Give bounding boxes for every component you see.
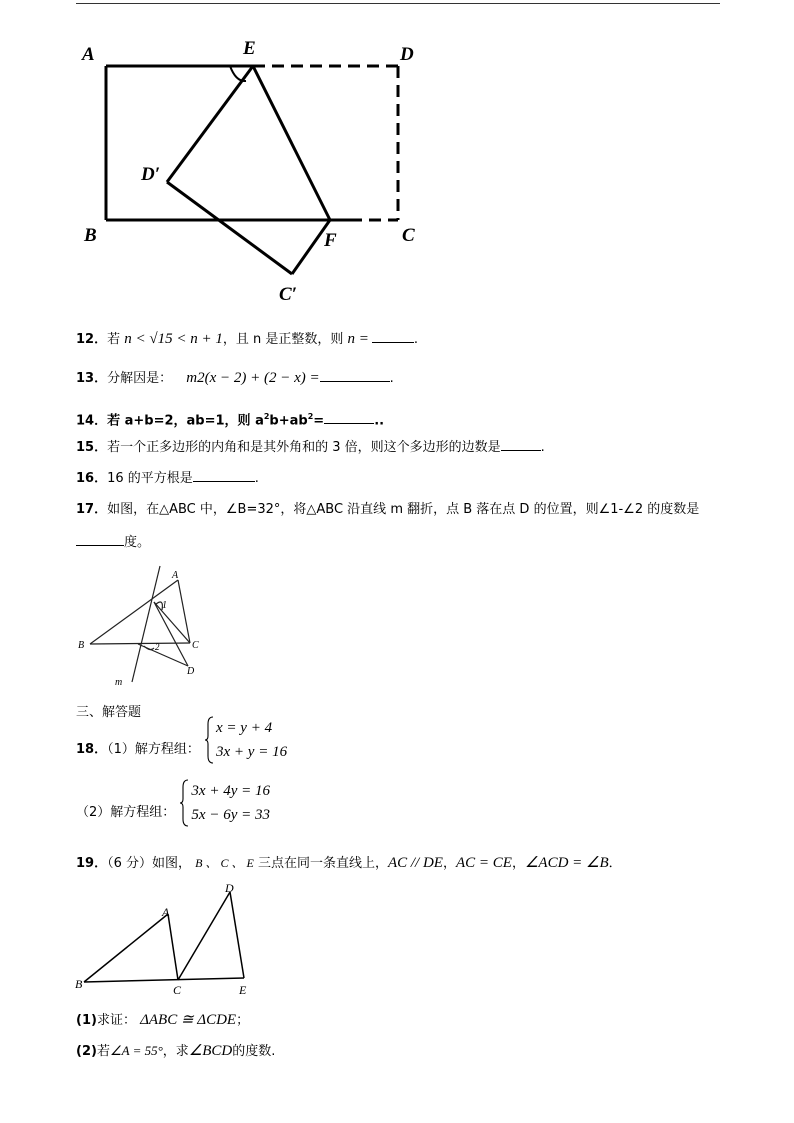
question-16: 16．16 的平方根是 .: [76, 471, 259, 486]
equation-2a: 3x + 4y = 16: [191, 783, 270, 799]
label-A: A: [82, 44, 95, 65]
math-congruence: ΔABC ≅ ΔCDE: [140, 1012, 237, 1028]
segment-DE: [230, 892, 244, 978]
segment-ED-prime: [167, 66, 253, 182]
label-B: B: [75, 977, 83, 991]
equation-system-2: [179, 779, 270, 827]
line-m: [132, 566, 160, 682]
equation-1b: 3x + y = 16: [216, 744, 288, 760]
label-E: E: [239, 983, 247, 997]
question-19-part-1: (1)求证： ΔABC ≅ ΔCDE；: [76, 1012, 250, 1028]
question-number: 17．: [76, 502, 108, 517]
question-number: 14．: [76, 413, 108, 429]
question-number: 13．: [76, 371, 108, 386]
question-19: 19．（6 分）如图， B 、 C 、 E 三点在同一条直线上，AC // DE，AC = CE，∠ACD = ∠B．: [76, 855, 622, 871]
label-A: A: [162, 905, 170, 919]
label-D: D: [400, 44, 414, 65]
equation-system-1: [204, 716, 287, 764]
question-12: 12．若 n < √15 < n + 1，且 n 是正整数，则 n = .: [76, 331, 419, 347]
figure-rectangle-fold: [80, 36, 425, 311]
label-B: B: [84, 225, 97, 246]
question-14: 14．若 a+b=2，ab=1，则 $a^2b+ab^2=$ ..: [76, 412, 385, 429]
segment-BC: [90, 643, 190, 644]
question-17-cont: 度。: [76, 533, 150, 553]
angle-2-arc: [144, 646, 154, 650]
label-E: E: [243, 38, 256, 59]
segment-EF: [253, 66, 330, 220]
segment-BA: [84, 914, 168, 982]
answer-blank[interactable]: [320, 369, 390, 382]
question-13: 13．分解因是： m2(x − 2) + (2 − x) = .: [76, 370, 394, 386]
label-C: C: [402, 225, 415, 246]
question-17: 17．如图，在△ABC 中，∠B=32°，将△ABC 沿直线 m 翻折，点 B 落在点 D 的位置，则∠1-∠2 的度数是: [76, 502, 700, 517]
label-D: D: [187, 666, 195, 677]
question-number: 15．: [76, 440, 108, 455]
answer-blank[interactable]: [76, 533, 124, 546]
figure-triangles-BCE: [74, 878, 254, 1003]
label-C: C: [192, 640, 199, 651]
segment-fold-D: [154, 602, 188, 666]
equation-2b: 5x − 6y = 33: [191, 807, 270, 823]
label-angle-2: 2: [155, 642, 160, 652]
question-15: 15．若一个正多边形的内角和是其外角和的 3 倍，则这个多边形的边数是 .: [76, 440, 545, 455]
segment-AC: [178, 580, 190, 643]
label-C-prime: C′: [279, 284, 298, 305]
answer-blank[interactable]: [324, 411, 374, 424]
segment-CD: [178, 892, 230, 980]
equation-1a: x = y + 4: [216, 720, 273, 736]
figure-triangle-fold: [76, 562, 216, 692]
segment-BE: [84, 978, 244, 982]
label-A: A: [172, 570, 179, 581]
segment-D-prime-C-prime: [167, 182, 292, 274]
question-19-part-2: (2)若∠A = 55°，求∠BCD的度数.: [76, 1043, 276, 1059]
math-expression: m2(x − 2) + (2 − x) =: [186, 370, 320, 386]
segment-BA: [90, 580, 178, 644]
answer-blank[interactable]: [372, 330, 414, 343]
header-rule: [76, 3, 720, 4]
label-F: F: [324, 230, 337, 251]
math-inequality: n < √15 < n + 1: [124, 331, 223, 347]
label-C: C: [173, 983, 182, 997]
section-heading: 三、解答题: [76, 705, 142, 720]
label-m: m: [115, 677, 123, 688]
question-number: 12．: [76, 332, 108, 347]
question-number: 16．: [76, 471, 108, 486]
answer-blank[interactable]: [501, 438, 541, 451]
answer-blank[interactable]: [193, 469, 255, 482]
question-18-part-1: 18．（1）解方程组： x = y + 4 3x + y = 16: [76, 730, 287, 764]
question-number: 19．: [76, 856, 108, 871]
label-D-prime: D′: [141, 164, 161, 185]
question-18-part-2: （2）解方程组： 3x + 4y = 16 5x − 6y = 33: [76, 793, 270, 827]
label-B: B: [78, 640, 85, 651]
label-angle-1: 1: [162, 600, 167, 611]
label-D: D: [225, 881, 234, 895]
question-number: 18．: [76, 741, 108, 757]
segment-AC: [168, 914, 178, 980]
